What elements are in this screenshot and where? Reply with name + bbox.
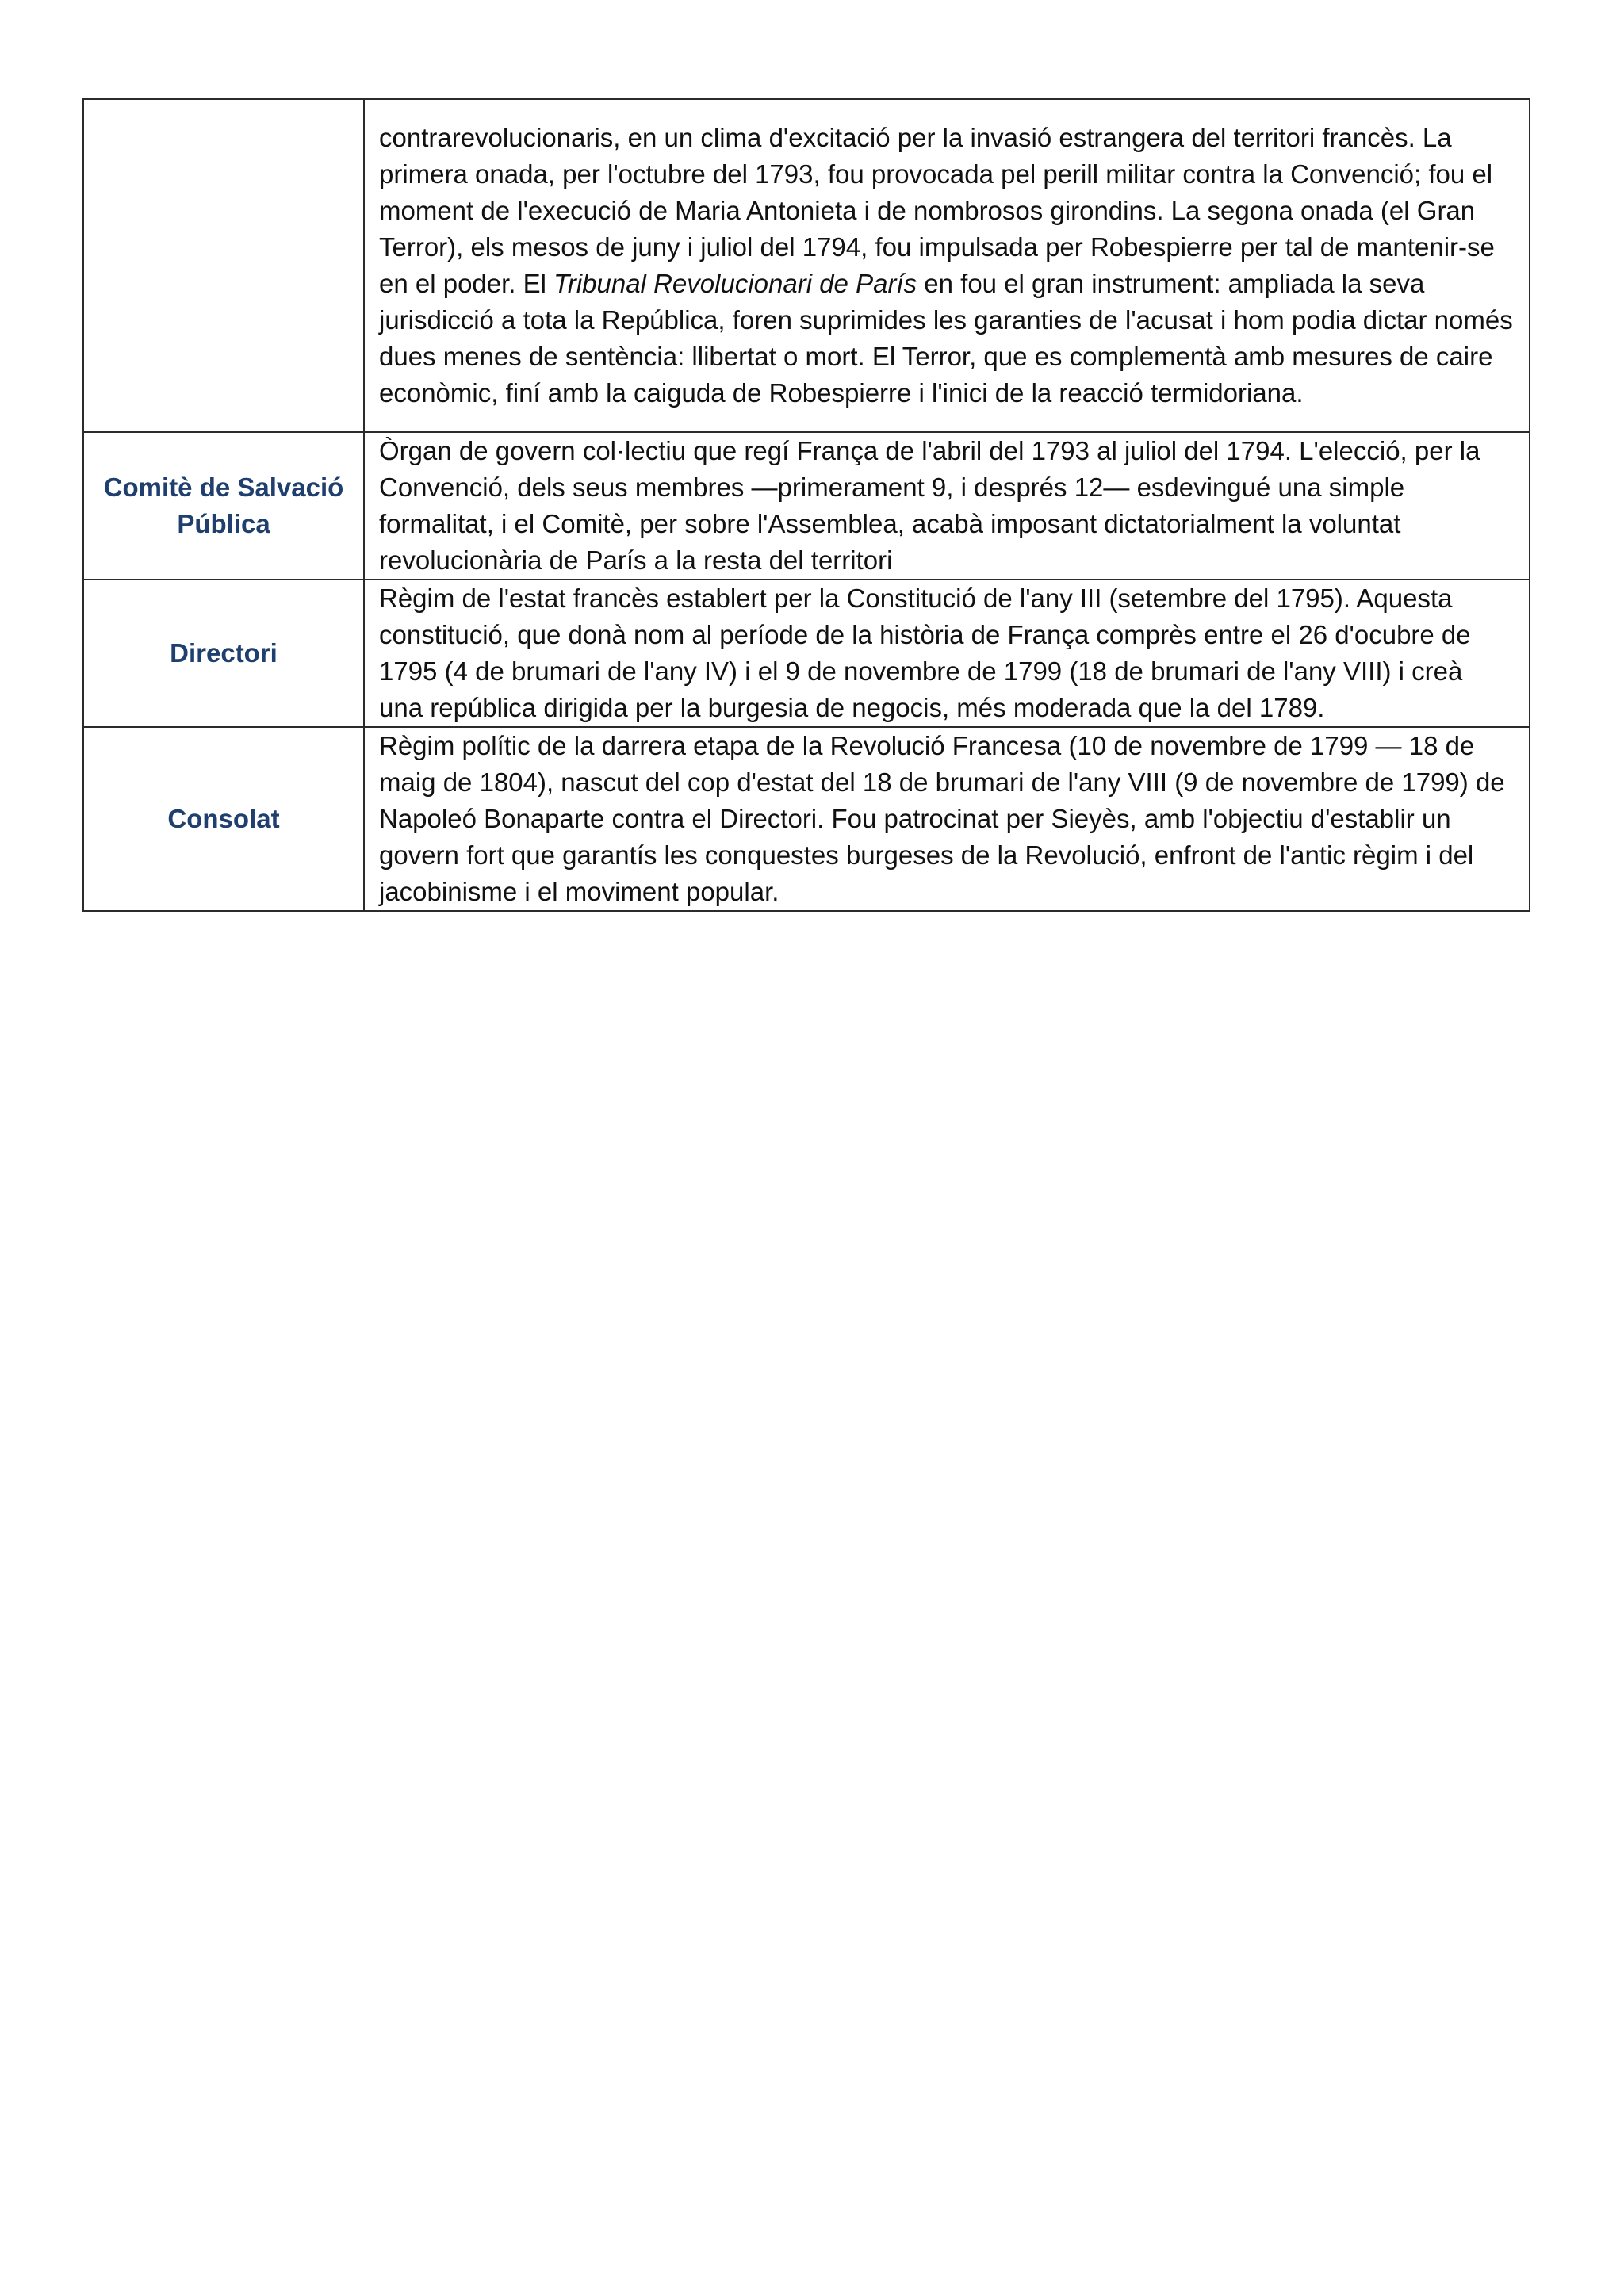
definition-cell [364, 99, 1530, 432]
table-row [83, 432, 1530, 580]
definition-text: contrarevolucionaris, en un clima d'excitació per la invasió estrangera del territori francès. La primera onada, per l'octubre del 1793, fou provocada pel perill militar contra la Convenció; fou el moment de l'execució de Maria Antonieta i de nombrosos girondins. La segona onada (el Gran Terror), els mesos de juny i juliol del 1794, fou impulsada per Robespierre per tal de mantenir-se en el poder. El [379, 123, 1495, 298]
term-cell: Consolat [83, 727, 364, 911]
definition-cell: Òrgan de govern col·lectiu que regí França de l'abril del 1793 al juliol del 1794. L'elecció, per la Convenció, dels seus membres —primerament 9, i després 12— esdevingué una simple formalitat, i el Comitè, per sobre l'Assemblea, acabà imposant dictatorialment la voluntat revolucionària de París a la resta del territori [364, 432, 1530, 580]
glossary-table [82, 98, 1530, 912]
definition-italic-text: Tribunal Revolucionari de París [553, 269, 917, 298]
definition-text: en fou el gran instrument: ampliada la seva jurisdicció a tota la República, foren suprimides les garanties de l'acusat i hom podia dictar només dues menes de sentència: llibertat o mort. El Terror, que es complementà amb mesures de caire econòmic, finí amb la caiguda de Robespierre i l'inici de la reacció termidoriana. [379, 269, 1513, 408]
term-cell: Comitè de Salvació Pública [83, 432, 364, 580]
definition-cell: Règim polític de la darrera etapa de la Revolució Francesa (10 de novembre de 1799 — 18 de maig de 1804), nascut del cop d'estat del 18 de brumari de l'any VIII (9 de novembre de 1799) de Napoleó Bonaparte contra el Directori. Fou patrocinat per Sieyès, amb l'objectiu d'establir un govern fort que garantís les conquestes burgeses de la Revolució, enfront de l'antic règim i del jacobinisme i el moviment popular. [364, 727, 1530, 911]
term-cell: Directori [83, 580, 364, 727]
term-cell [83, 99, 364, 432]
table-row [83, 580, 1530, 727]
table-row [83, 727, 1530, 911]
table-row [83, 99, 1530, 432]
definition-cell: Règim de l'estat francès establert per la Constitució de l'any III (setembre del 1795). Aquesta constitució, que donà nom al període de la història de França comprès entre el 26 d'ocubre de 1795 (4 de brumari de l'any IV) i el 9 de novembre de 1799 (18 de brumari de l'any VIII) i creà una república dirigida per la burgesia de negocis, més moderada que la del 1789. [364, 580, 1530, 727]
